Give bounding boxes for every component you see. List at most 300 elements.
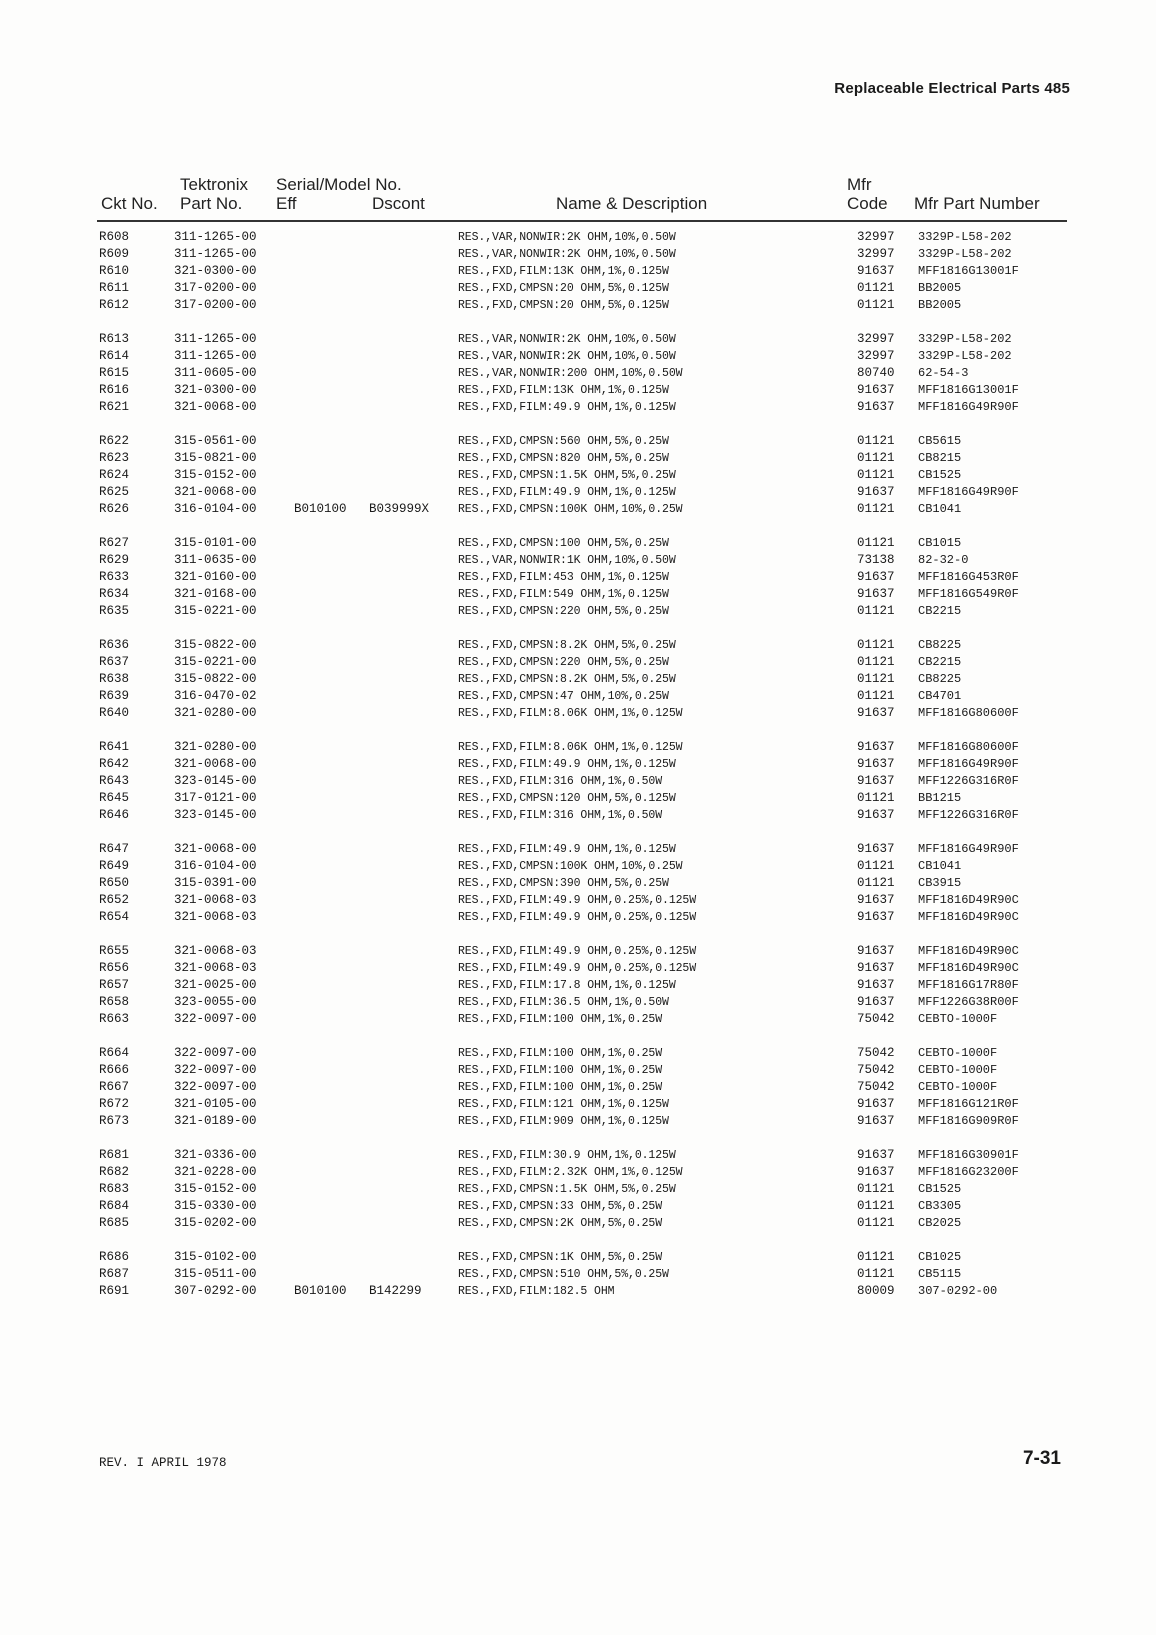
description-cell: RES.,FXD,FILM:100 OHM,1%,0.25W [458,1047,663,1060]
description-cell: RES.,FXD,CMPSN:33 OHM,5%,0.25W [458,1200,663,1213]
part-no-cell: 321-0300-00 [174,264,257,278]
ckt-no-cell: R624 [99,468,130,482]
description-cell: RES.,FXD,CMPSN:510 OHM,5%,0.25W [458,1268,669,1281]
mfr-part-number-cell: CB2215 [918,604,962,618]
ckt-no-cell: R647 [99,842,130,856]
mfr-part-number-cell: BB2005 [918,298,962,312]
description-cell: RES.,VAR,NONWIR:200 OHM,10%,0.50W [458,367,683,380]
ckt-no-cell: R634 [99,587,130,601]
description-cell: RES.,FXD,FILM:316 OHM,1%,0.50W [458,809,663,822]
mfr-code-cell: 01121 [857,1182,895,1196]
description-cell: RES.,FXD,CMPSN:120 OHM,5%,0.125W [458,792,676,805]
row-group [0,433,1156,518]
ckt-no-cell: R664 [99,1046,130,1060]
mfr-part-number-cell: MFF1816D49R90C [918,893,1019,907]
mfr-code-cell: 32997 [857,230,895,244]
table-row [0,569,1156,586]
mfr-part-number-cell: 3329P-L58-202 [918,349,1012,363]
description-cell: RES.,VAR,NONWIR:2K OHM,10%,0.50W [458,350,676,363]
header-mfr: Mfr [847,175,872,194]
table-row [0,433,1156,450]
page-number: 7-31 [1022,1448,1061,1469]
part-no-cell: 322-0097-00 [174,1063,257,1077]
mfr-code-cell: 91637 [857,587,895,601]
mfr-part-number-cell: MFF1816G80600F [918,706,1019,720]
mfr-part-number-cell: CB8225 [918,638,962,652]
mfr-code-cell: 91637 [857,1097,895,1111]
mfr-part-number-cell: MFF1816D49R90C [918,944,1019,958]
mfr-code-cell: 91637 [857,961,895,975]
mfr-code-cell: 91637 [857,1148,895,1162]
mfr-part-number-cell: 307-0292-00 [918,1284,998,1298]
ckt-no-cell: R641 [99,740,130,754]
part-no-cell: 315-0102-00 [174,1250,257,1264]
table-row [0,1062,1156,1079]
ckt-no-cell: R626 [99,502,130,516]
ckt-no-cell: R684 [99,1199,130,1213]
part-no-cell: 321-0068-00 [174,485,257,499]
table-row [0,994,1156,1011]
ckt-no-cell: R642 [99,757,130,771]
part-no-cell: 315-0561-00 [174,434,257,448]
part-no-cell: 311-1265-00 [174,230,257,244]
ckt-no-cell: R681 [99,1148,130,1162]
table-row [0,841,1156,858]
table-row [0,399,1156,416]
table-row [0,535,1156,552]
ckt-no-cell: R639 [99,689,130,703]
header-eff: Eff [276,194,297,213]
mfr-part-number-cell: CB4701 [918,689,962,703]
table-row [0,603,1156,620]
table-row [0,501,1156,518]
ckt-no-cell: R616 [99,383,130,397]
description-cell: RES.,FXD,CMPSN:20 OHM,5%,0.125W [458,299,669,312]
description-cell: RES.,FXD,CMPSN:8.2K OHM,5%,0.25W [458,673,676,686]
description-cell: RES.,VAR,NONWIR:2K OHM,10%,0.50W [458,231,676,244]
ckt-no-cell: R687 [99,1267,130,1281]
table-row [0,1283,1156,1300]
mfr-part-number-cell: CB1041 [918,502,962,516]
ckt-no-cell: R613 [99,332,130,346]
part-no-cell: 315-0822-00 [174,672,257,686]
header-name-description: Name & Description [556,194,708,213]
part-no-cell: 321-0068-00 [174,757,257,771]
mfr-code-cell: 01121 [857,434,895,448]
mfr-code-cell: 01121 [857,791,895,805]
description-cell: RES.,FXD,CMPSN:20 OHM,5%,0.125W [458,282,669,295]
ckt-no-cell: R682 [99,1165,130,1179]
table-row [0,263,1156,280]
description-cell: RES.,FXD,FILM:49.9 OHM,0.25%,0.125W [458,894,697,907]
mfr-part-number-cell: MFF1226G316R0F [918,774,1019,788]
part-no-cell: 321-0280-00 [174,740,257,754]
ckt-no-cell: R646 [99,808,130,822]
mfr-part-number-cell: BB2005 [918,281,962,295]
ckt-no-cell: R667 [99,1080,130,1094]
description-cell: RES.,FXD,CMPSN:8.2K OHM,5%,0.25W [458,639,676,652]
description-cell: RES.,FXD,FILM:8.06K OHM,1%,0.125W [458,741,683,754]
part-no-cell: 316-0104-00 [174,859,257,873]
description-cell: RES.,FXD,FILM:316 OHM,1%,0.50W [458,775,663,788]
ckt-no-cell: R609 [99,247,130,261]
ckt-no-cell: R691 [99,1284,130,1298]
description-cell: RES.,FXD,FILM:49.9 OHM,0.25%,0.125W [458,945,697,958]
table-row [0,943,1156,960]
serial-eff-cell: B010100 [294,502,347,516]
part-no-cell: 315-0511-00 [174,1267,257,1281]
mfr-code-cell: 01121 [857,1199,895,1213]
table-row [0,858,1156,875]
part-no-cell: 315-0101-00 [174,536,257,550]
ckt-no-cell: R635 [99,604,130,618]
part-no-cell: 321-0068-00 [174,842,257,856]
mfr-part-number-cell: MFF1226G38R00F [918,995,1019,1009]
description-cell: RES.,FXD,CMPSN:1K OHM,5%,0.25W [458,1251,663,1264]
description-cell: RES.,FXD,CMPSN:390 OHM,5%,0.25W [458,877,669,890]
mfr-code-cell: 01121 [857,876,895,890]
table-row [0,637,1156,654]
mfr-part-number-cell: MFF1816G49R90F [918,485,1019,499]
mfr-code-cell: 01121 [857,604,895,618]
ckt-no-cell: R650 [99,876,130,890]
ckt-no-cell: R633 [99,570,130,584]
table-row [0,960,1156,977]
header-part-no: Part No. [180,194,243,213]
description-cell: RES.,FXD,FILM:49.9 OHM,1%,0.125W [458,401,676,414]
ckt-no-cell: R683 [99,1182,130,1196]
description-cell: RES.,FXD,CMPSN:100K OHM,10%,0.25W [458,503,683,516]
mfr-part-number-cell: CB3305 [918,1199,962,1213]
mfr-part-number-cell: 82-32-0 [918,553,969,567]
ckt-no-cell: R614 [99,349,130,363]
table-row [0,1266,1156,1283]
part-no-cell: 316-0104-00 [174,502,257,516]
mfr-part-number-cell: MFF1816G17R80F [918,978,1019,992]
table-row [0,1198,1156,1215]
table-row [0,1147,1156,1164]
ckt-no-cell: R656 [99,961,130,975]
description-cell: RES.,FXD,CMPSN:100 OHM,5%,0.25W [458,537,669,550]
ckt-no-cell: R654 [99,910,130,924]
table-row [0,756,1156,773]
row-group [0,637,1156,722]
table-row [0,654,1156,671]
mfr-code-cell: 01121 [857,1250,895,1264]
description-cell: RES.,FXD,FILM:100 OHM,1%,0.25W [458,1081,663,1094]
description-cell: RES.,FXD,FILM:49.9 OHM,0.25%,0.125W [458,911,697,924]
parts-table [0,229,1156,1317]
ckt-no-cell: R636 [99,638,130,652]
part-no-cell: 317-0200-00 [174,281,257,295]
description-cell: RES.,FXD,CMPSN:220 OHM,5%,0.25W [458,656,669,669]
mfr-part-number-cell: CB2215 [918,655,962,669]
mfr-code-cell: 01121 [857,672,895,686]
part-no-cell: 322-0097-00 [174,1080,257,1094]
table-row [0,688,1156,705]
mfr-part-number-cell: CB1025 [918,1250,962,1264]
part-no-cell: 321-0280-00 [174,706,257,720]
mfr-code-cell: 01121 [857,536,895,550]
mfr-part-number-cell: MFF1816G13001F [918,383,1019,397]
mfr-code-cell: 01121 [857,281,895,295]
part-no-cell: 321-0300-00 [174,383,257,397]
mfr-code-cell: 91637 [857,774,895,788]
table-row [0,586,1156,603]
description-cell: RES.,FXD,FILM:49.9 OHM,1%,0.125W [458,843,676,856]
mfr-part-number-cell: CEBTO-1000F [918,1080,998,1094]
mfr-part-number-cell: CEBTO-1000F [918,1012,998,1026]
row-group [0,1147,1156,1232]
table-row [0,773,1156,790]
mfr-part-number-cell: MFF1816G49R90F [918,400,1019,414]
ckt-no-cell: R622 [99,434,130,448]
description-cell: RES.,FXD,FILM:36.5 OHM,1%,0.50W [458,996,669,1009]
ckt-no-cell: R685 [99,1216,130,1230]
mfr-code-cell: 91637 [857,400,895,414]
ckt-no-cell: R663 [99,1012,130,1026]
part-no-cell: 315-0202-00 [174,1216,257,1230]
part-no-cell: 321-0336-00 [174,1148,257,1162]
mfr-part-number-cell: MFF1816G121R0F [918,1097,1019,1111]
row-group [0,229,1156,314]
ckt-no-cell: R686 [99,1250,130,1264]
ckt-no-cell: R638 [99,672,130,686]
mfr-code-cell: 91637 [857,740,895,754]
ckt-no-cell: R627 [99,536,130,550]
part-no-cell: 321-0068-00 [174,400,257,414]
description-cell: RES.,FXD,FILM:49.9 OHM,1%,0.125W [458,486,676,499]
mfr-code-cell: 91637 [857,944,895,958]
header-serial-model: Serial/Model No. [276,175,402,194]
table-row [0,977,1156,994]
row-group [0,535,1156,620]
mfr-code-cell: 01121 [857,689,895,703]
description-cell: RES.,FXD,FILM:13K OHM,1%,0.125W [458,384,669,397]
part-no-cell: 321-0068-03 [174,910,257,924]
part-no-cell: 321-0168-00 [174,587,257,601]
mfr-code-cell: 01121 [857,638,895,652]
mfr-code-cell: 01121 [857,859,895,873]
ckt-no-cell: R672 [99,1097,130,1111]
header-mfr-part-number: Mfr Part Number [914,194,1040,213]
mfr-code-cell: 01121 [857,655,895,669]
mfr-code-cell: 91637 [857,978,895,992]
description-cell: RES.,FXD,CMPSN:47 OHM,10%,0.25W [458,690,669,703]
mfr-code-cell: 91637 [857,485,895,499]
row-group [0,331,1156,416]
part-no-cell: 317-0200-00 [174,298,257,312]
mfr-code-cell: 01121 [857,451,895,465]
ckt-no-cell: R643 [99,774,130,788]
mfr-part-number-cell: CB5615 [918,434,962,448]
ckt-no-cell: R615 [99,366,130,380]
mfr-part-number-cell: MFF1816G23200F [918,1165,1019,1179]
mfr-part-number-cell: CB8225 [918,672,962,686]
part-no-cell: 321-0068-03 [174,961,257,975]
part-no-cell: 323-0145-00 [174,774,257,788]
header-dscont: Dscont [372,194,425,213]
ckt-no-cell: R608 [99,230,130,244]
mfr-code-cell: 91637 [857,706,895,720]
mfr-part-number-cell: 3329P-L58-202 [918,332,1012,346]
mfr-part-number-cell: CB1525 [918,1182,962,1196]
table-row [0,297,1156,314]
mfr-part-number-cell: MFF1816G49R90F [918,842,1019,856]
mfr-part-number-cell: 3329P-L58-202 [918,230,1012,244]
part-no-cell: 315-0152-00 [174,468,257,482]
ckt-no-cell: R652 [99,893,130,907]
ckt-no-cell: R666 [99,1063,130,1077]
mfr-part-number-cell: CB8215 [918,451,962,465]
description-cell: RES.,FXD,FILM:30.9 OHM,1%,0.125W [458,1149,676,1162]
table-row [0,1181,1156,1198]
description-cell: RES.,FXD,CMPSN:2K OHM,5%,0.25W [458,1217,663,1230]
mfr-part-number-cell: CB5115 [918,1267,962,1281]
row-group [0,841,1156,926]
mfr-part-number-cell: MFF1816G49R90F [918,757,1019,771]
mfr-part-number-cell: 62-54-3 [918,366,969,380]
part-no-cell: 307-0292-00 [174,1284,257,1298]
table-row [0,1011,1156,1028]
part-no-cell: 321-0228-00 [174,1165,257,1179]
description-cell: RES.,FXD,FILM:17.8 OHM,1%,0.125W [458,979,676,992]
mfr-code-cell: 75042 [857,1046,895,1060]
mfr-code-cell: 32997 [857,332,895,346]
mfr-part-number-cell: MFF1816G80600F [918,740,1019,754]
table-row [0,467,1156,484]
ckt-no-cell: R655 [99,944,130,958]
row-group [0,1045,1156,1130]
part-no-cell: 311-1265-00 [174,332,257,346]
part-no-cell: 316-0470-02 [174,689,257,703]
mfr-part-number-cell: MFF1816G30901F [918,1148,1019,1162]
ckt-no-cell: R640 [99,706,130,720]
mfr-code-cell: 75042 [857,1080,895,1094]
serial-dscont-cell: B142299 [369,1284,422,1298]
part-no-cell: 315-0822-00 [174,638,257,652]
header-ckt-no: Ckt No. [101,194,158,213]
mfr-code-cell: 91637 [857,757,895,771]
mfr-code-cell: 91637 [857,570,895,584]
mfr-code-cell: 01121 [857,502,895,516]
mfr-code-cell: 32997 [857,247,895,261]
part-no-cell: 321-0189-00 [174,1114,257,1128]
mfr-part-number-cell: MFF1816G549R0F [918,587,1019,601]
table-row [0,1164,1156,1181]
ckt-no-cell: R637 [99,655,130,669]
description-cell: RES.,FXD,FILM:49.9 OHM,0.25%,0.125W [458,962,697,975]
mfr-code-cell: 91637 [857,893,895,907]
mfr-code-cell: 91637 [857,910,895,924]
mfr-part-number-cell: MFF1816G453R0F [918,570,1019,584]
part-no-cell: 315-0821-00 [174,451,257,465]
mfr-part-number-cell: MFF1816D49R90C [918,910,1019,924]
part-no-cell: 321-0025-00 [174,978,257,992]
mfr-code-cell: 91637 [857,842,895,856]
description-cell: RES.,FXD,FILM:909 OHM,1%,0.125W [458,1115,669,1128]
table-row [0,280,1156,297]
mfr-part-number-cell: CB2025 [918,1216,962,1230]
table-row [0,1215,1156,1232]
table-row [0,790,1156,807]
part-no-cell: 317-0121-00 [174,791,257,805]
part-no-cell: 315-0221-00 [174,655,257,669]
revision-footer: REV. I APRIL 1978 [99,1456,227,1470]
ckt-no-cell: R621 [99,400,130,414]
description-cell: RES.,FXD,FILM:8.06K OHM,1%,0.125W [458,707,683,720]
description-cell: RES.,FXD,FILM:453 OHM,1%,0.125W [458,571,669,584]
mfr-code-cell: 32997 [857,349,895,363]
ckt-no-cell: R645 [99,791,130,805]
ckt-no-cell: R673 [99,1114,130,1128]
description-cell: RES.,FXD,FILM:182.5 OHM [458,1285,615,1298]
mfr-code-cell: 91637 [857,808,895,822]
header-code: Code [847,194,888,213]
mfr-code-cell: 91637 [857,995,895,1009]
table-row [0,739,1156,756]
serial-eff-cell: B010100 [294,1284,347,1298]
mfr-code-cell: 91637 [857,1114,895,1128]
mfr-part-number-cell: MFF1816G13001F [918,264,1019,278]
description-cell: RES.,FXD,CMPSN:100K OHM,10%,0.25W [458,860,683,873]
mfr-part-number-cell: CEBTO-1000F [918,1063,998,1077]
mfr-part-number-cell: BB1215 [918,791,962,805]
table-row [0,671,1156,688]
part-no-cell: 315-0330-00 [174,1199,257,1213]
part-no-cell: 315-0152-00 [174,1182,257,1196]
description-cell: RES.,FXD,CMPSN:220 OHM,5%,0.25W [458,605,669,618]
ckt-no-cell: R629 [99,553,130,567]
mfr-part-number-cell: MFF1816D49R90C [918,961,1019,975]
ckt-no-cell: R658 [99,995,130,1009]
table-row [0,892,1156,909]
description-cell: RES.,FXD,FILM:100 OHM,1%,0.25W [458,1064,663,1077]
part-no-cell: 321-0105-00 [174,1097,257,1111]
description-cell: RES.,FXD,FILM:2.32K OHM,1%,0.125W [458,1166,683,1179]
part-no-cell: 315-0221-00 [174,604,257,618]
mfr-code-cell: 75042 [857,1012,895,1026]
table-row [0,909,1156,926]
table-row [0,450,1156,467]
header-rule [97,220,1067,222]
table-row [0,365,1156,382]
part-no-cell: 311-0605-00 [174,366,257,380]
mfr-code-cell: 91637 [857,264,895,278]
table-row [0,348,1156,365]
table-row [0,705,1156,722]
part-no-cell: 321-0068-03 [174,944,257,958]
ckt-no-cell: R611 [99,281,130,295]
description-cell: RES.,FXD,FILM:121 OHM,1%,0.125W [458,1098,669,1111]
description-cell: RES.,FXD,CMPSN:560 OHM,5%,0.25W [458,435,669,448]
part-no-cell: 311-1265-00 [174,247,257,261]
description-cell: RES.,FXD,CMPSN:820 OHM,5%,0.25W [458,452,669,465]
table-row [0,1045,1156,1062]
description-cell: RES.,FXD,FILM:549 OHM,1%,0.125W [458,588,669,601]
part-no-cell: 321-0160-00 [174,570,257,584]
table-row [0,875,1156,892]
mfr-code-cell: 73138 [857,553,895,567]
part-no-cell: 311-1265-00 [174,349,257,363]
ckt-no-cell: R625 [99,485,130,499]
mfr-code-cell: 01121 [857,298,895,312]
mfr-code-cell: 01121 [857,468,895,482]
description-cell: RES.,FXD,FILM:49.9 OHM,1%,0.125W [458,758,676,771]
mfr-part-number-cell: MFF1816G909R0F [918,1114,1019,1128]
table-row [0,1096,1156,1113]
row-group [0,943,1156,1028]
